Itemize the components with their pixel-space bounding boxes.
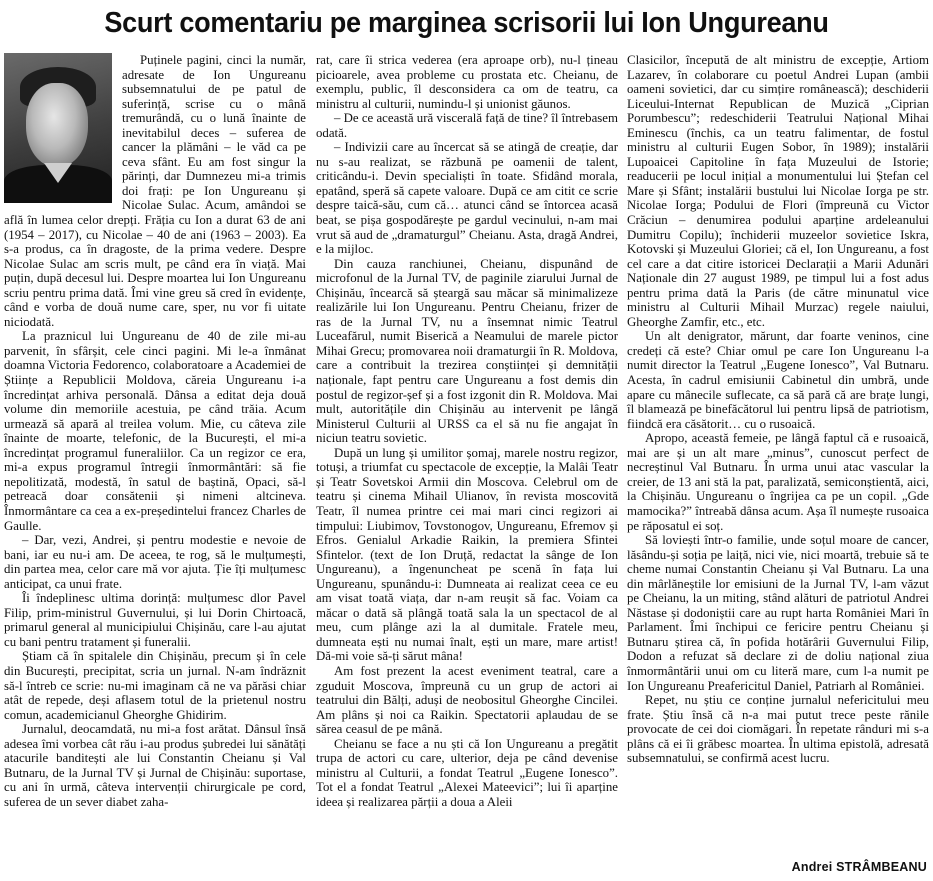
paragraph: Clasicilor, începută de alt ministru de excepție, Artiom Lazarev, în colaborare cu poetul Andrei Lupan (ambii oameni sovietici, dar cu simțire românească); deschiderii Liceului-Internat Republican de Muzică „Ciprian Porumbescu”; redeschiderii Teatrului Național Mihai Eminescu (închis, ca un teatru falimentar, de fostul ministru al culturii Eugen Sobor, în 1989); instalării Lupoaicei Capitoline în fața Muzeului de Istorie; readucerii pe locul inițial a monumentului lui Ștefan cel Mare și Sfânt; instalării bustului lui Nicolae Iorga pe str. Nicolae Iorga; Podului de Flori (împreună cu Victor Crăciun – denumirea podului aparține ardeleanului Dumitru Copilu); închiderii muzeelor sovietice Iskra, Kotovski și Muzeului Gloriei; că el, Ion Ungureanu, a fost cel care a dat citire istoricei Declarații a Marii Adunări Naționale din 27 august 1989, pe timpul lui a fost adus pentru prima dată la Paris (de către minunatul vice ministru al Culturii Mihail Murzac) regele naiului, Gheorghe Zamfir, etc., etc. xyxy=(627,53,929,329)
paragraph: – Indivizii care au încercat să se atingă de creație, dar nu s-au realizat, se răzbună pe oamenii de talent, criticându-i. Devin specialiști în toate. Sfidând morala, epatând, speră să capete valoare. După ce am citit ce scrie despre taică-său, cum că… atunci când se întorcea acasă beat, se pișa gospodărește pe gardul vecinului, n-am mai vrut să aud de „dramaturgul” Cheianu. Asta, dragă Andrei, e la mijloc. xyxy=(316,140,618,257)
paragraph: La praznicul lui Ungureanu de 40 de zile mi-au parvenit, în sfârșit, cele cinci pagini. Mi le-a înmânat doamna Victoria Fedorenco, colaboratoare a Academiei de Științe a Republicii Moldova, căreia Ungureanu i-a încredințat arhiva personală. Dânsa a editat deja două volume din memoriile acestuia, pe când trăia. Acum urmează să apară al treilea volum. Mie, cu câteva zile înainte de moarte, telefonic, de la București, el mi-a încredințat programul funeraliilor. Ca un regizor ce era, mi-a expus programul întregii înmormântări: să fie nepolitizată, modestă, în satul de baștină, Opaci, să-l petreacă doar consătenii și nimeni altcineva. Înmormântare ca cea a ex-președintelui francez Charles de Gaulle. xyxy=(4,329,306,533)
paragraph: Din cauza ranchiunei, Cheianu, dispunând de microfonul de la Jurnal TV, de paginile ziarului Jurnal de Chișinău, încearcă să șteargă sau măcar să minimalizeze realizările lui Ion Ungureanu. Pentru Cheianu, frizer de ras de la Jurnal TV, nu a însemnat nimic Teatrul Luceafărul, numit Biserică a Neamului de marele pictor Mihai Grecu; promovarea noii dramaturgii în R. Moldova, care a contribuit la trezirea conștiinței și demnității naționale, fapt pentru care Ungureanu a fost demis din postul de regizor-șef și a fost izgonit din R. Moldova. Mai mult, autoritățile din Chișinău au intervenit pe lângă Ministerul Culturii al URSS ca el să nu fie angajat în niciun teatru sovietic. xyxy=(316,256,618,446)
paragraph: Știam că în spitalele din Chișinău, precum și în cele din București, precipitat, scria un jurnal. N-am îndrăznit să-l întreb ce scrie: nu-mi imaginam că ne va părăsi chiar atât de repede, deși aflasem totul de la prietenul nostru comun, academicianul Gheorghe Ghidirim. xyxy=(4,649,306,722)
article-column-2 xyxy=(316,53,618,809)
paragraph: – Dar, vezi, Andrei, și pentru modestie e nevoie de bani, iar eu nu-i am. De aceea, te rog, să le mulțumești, din partea mea, celor care mă vor ajuta. Ție îți mulțumesc anticipat, ca unui frate. xyxy=(4,533,306,591)
paragraph: Puținele pagini, cinci la număr, adresate de Ion Ungureanu subsemnatului de pe patul de suferință, scrise cu o mână tremurândă, cu o lună înainte de inevitabilul deces – suferea de cancer la plămâni – le văd ca pe ceva sfânt. Eu am fost singur la părinți, dar Dumnezeu mi-a trimis doi frați: pe Ion Ungureanu și Nicolae Sulac. Acum, amândoi se află în lumea celor drepți. Frăția cu Ion a durat 63 de ani (1954 – 2017), cu Nicolae – 40 de ani (1963 – 2003). Ea s-a produs, ca în dragoste, de la prima vedere. Despre Nicolae Sulac am scris mult, pe când era în viață. Mai puțin, după decesul lui. Despre moartea lui Ion Ungureanu scriu pentru prima dată. Îmi vine greu să cred în evidențe, când e vorba de două nume care, sper, nu vor fi uitate niciodată. xyxy=(4,53,306,329)
paragraph: Am fost prezent la acest eveniment teatral, care a zguduit Moscova, împreună cu un grup de actori ai teatrului din Bălți, aduși de neobositul Gheorghe Cincilei. Am plâns și noi ca Raikin. Spectatorii aplaudau de se sărea ceasul de pe mână. xyxy=(316,663,618,737)
paragraph: Apropo, această femeie, pe lângă faptul că e rusoaică, mai are și un alt mare „minus”, cunoscut perfect de necreștinul Val Butnaru. În urma unui atac vascular la creier, de 13 ani stă la pat, paralizată, semiconștientă, aici, la Chișinău. Ungureanu o îngrijea ca pe un copil. „Gde mamocika?” întreabă dânsa acum. Așa îl numește rusoaica pe răposatul ei soț. xyxy=(627,431,929,533)
article-column-1 xyxy=(4,53,306,809)
article-column-3 xyxy=(627,53,929,766)
paragraph: – De ce această ură viscerală față de tine? îl întrebasem odată. xyxy=(316,111,618,140)
paragraph: Îi îndeplinesc ultima dorință: mulțumesc dlor Pavel Filip, prim-ministrul Guvernului, și lui Dorin Chirtoacă, primarul general al municipiului Chișinău, care l-au ajutat cu bani pentru tratament și funeralii. xyxy=(4,591,306,649)
paragraph: Cheianu se face a nu ști că Ion Ungureanu a pregătit trupa de actori cu care, ulterior, deja pe când devenise ministru al Culturii, a fondat Teatrul „Eugene Ionesco”. Tot el a fondat Teatrul „Alexei Mateevici”; lui îi aparține ideea și realizarea părții a doua a Aleii xyxy=(316,736,618,809)
paragraph: Să loviești într-o familie, unde soțul moare de cancer, lăsându-și soția pe laiță, nici vie, nici moartă, trebuie să te cheme numai Constantin Cheianu și Val Butnaru. La una din mârlăneștile lor emisiuni de la Jurnal TV, l-am văzut pe Cheianu, la un miting, stând alături de patriotul Andrei Năstase și dodoniștii care au rupt harta României Mari în Parlament. Îmi închipui ce fericire pentru Cheianu și Butnaru știrea că, în pofida hotărârii Guvernului Filip, Dodon a refuzat să declare zi de doliu național ziua înmormântării unui om cu literă mare, cum l-a numit pe Ion Ungureanu Preafericitul Daniel, Patriarh al României. xyxy=(627,533,929,693)
paragraph: După un lung și umilitor șomaj, marele nostru regizor, totuși, a triumfat cu spectacole de excepție, la Malâi Teatr și Teatr Sovetskoi Armii din Moscova. Celebrul om de teatru și cinema Mihail Ulianov, în revista moscovită Teatr, îl numea printre cei mai mari cinci regizori ai timpului: Liubimov, Tovstonogov, Ungureanu, Efremov și Efros. Genialul Arkadie Raikin, la premiera Sfintei Sfintelor. (text de Ion Druță, redactat la sânge de Ion Ungureanu), a îngenuncheat pe scenă în fața lui Ungureanu, spunându-i: Dumneata ai realizat ceea ce eu am visat toată viața, dar n-am reușit să fac. Voiam ca măcar o dată să plângă toată sala la un spectacol de al meu, cum plânge azi la al dumitale. Fratele meu, dumneata ești nu numai înalt, ești un mare, mare artist! Dă-mi voie să-ți sărut mâna! xyxy=(316,445,618,664)
author-signature: Andrei STRÂMBEANU xyxy=(791,860,927,874)
paragraph: Jurnalul, deocamdată, nu mi-a fost arătat. Dânsul însă adesea îmi vorbea cât rău i-au produs șubredei lui sănătăți atacurile banditești ale lui Constantin Cheianu și Val Butnaru, de la Jurnal TV și Jurnal de Chișinău: suportase, cu ani în urmă, câteva intervenții chirurgicale pe cord, suferea de un sever diabet zaha- xyxy=(4,722,306,809)
paragraph: rat, care îi strica vederea (era aproape orb), nu-l țineau picioarele, avea probleme cu prostata etc. Cheianu, de exemplu, public, îl desconsidera ca om de teatru, ca ministru al culturii, numindu-l și unionist găunos. xyxy=(316,53,618,111)
paragraph: Repet, nu știu ce conține jurnalul nefericitului meu frate. Știu însă că n-a mai putut trece peste rănile provocate de cei doi ciomăgari. În repetate rânduri mi s-a plâns că ei îi grăbesc moartea. În ultima epistolă, adresată subsemnatului, se confirmă acest lucru. xyxy=(627,693,929,766)
article-headline: Scurt comentariu pe marginea scrisorii lui Ion Ungureanu xyxy=(104,7,829,39)
paragraph: Un alt denigrator, mărunt, dar foarte veninos, cine credeți că este? Chiar omul pe care Ion Ungureanu l-a numit director la Teatrul „Eugene Ionesco”, Val Butnaru. Acesta, în cadrul emisiunii Cabinetul din umbră, unde apare cu mânecile suflecate, ca să pară că are brațe lungi, îl blamează pe binefăcătorul lui pentru lipsă de patriotism, fiindcă era căsătorit… cu o rusoaică. xyxy=(627,329,929,431)
